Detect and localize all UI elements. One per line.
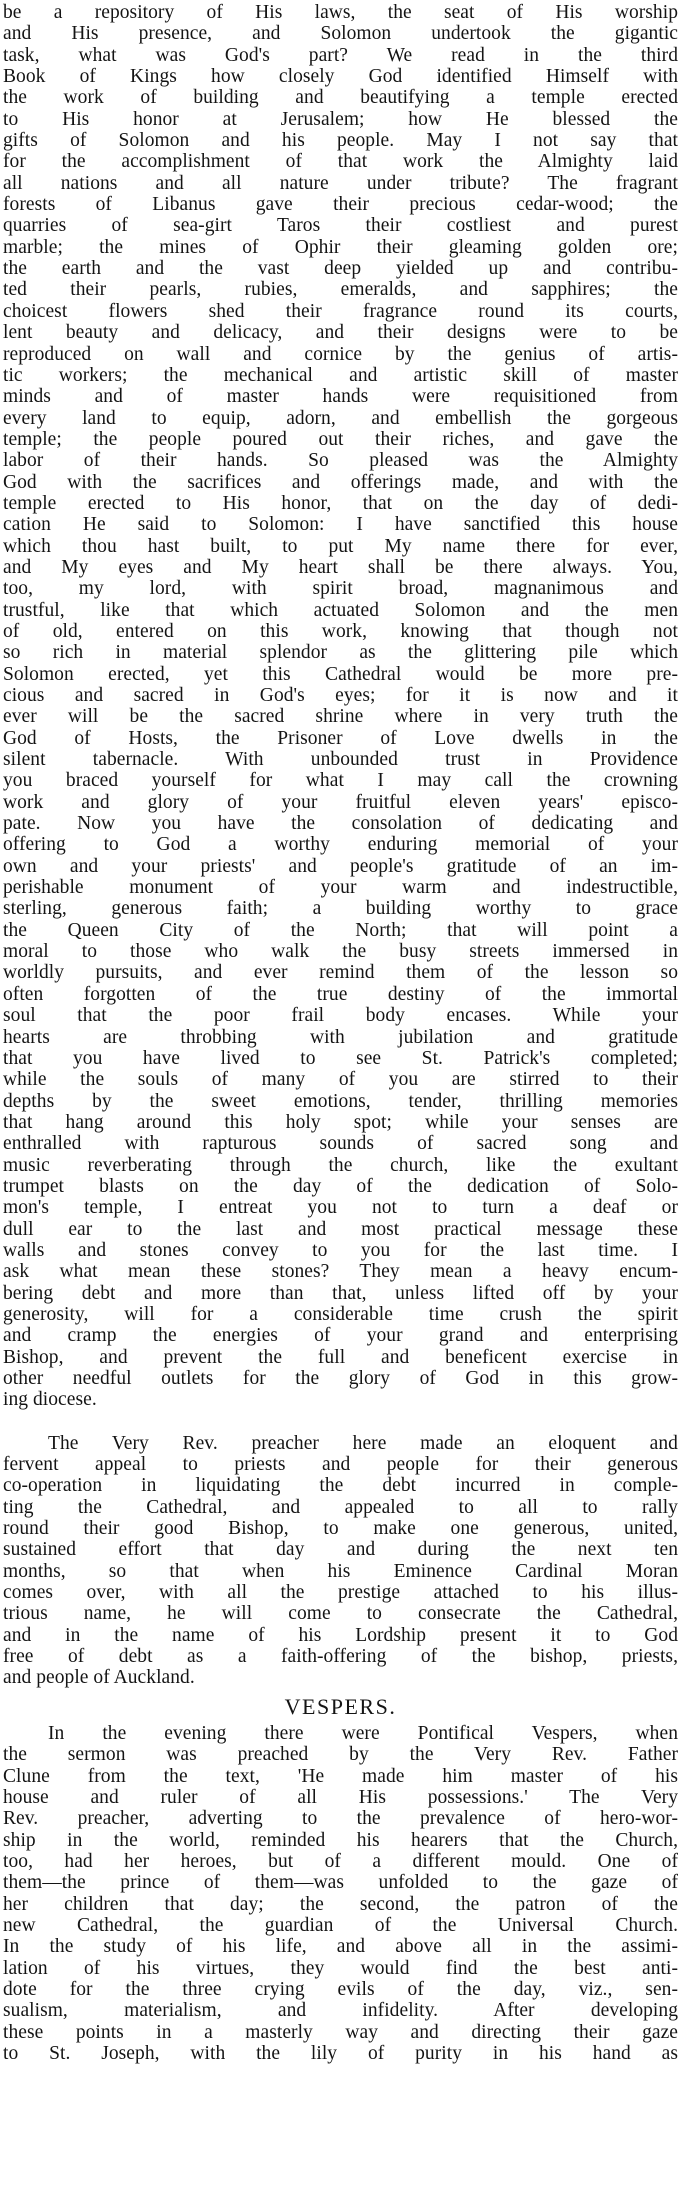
text-line: work and glory of your fruitful eleven years' episco- — [3, 791, 678, 813]
paragraph-gap — [3, 1411, 678, 1433]
text-line: tic workers; the mechanical and artistic skill of master — [3, 364, 678, 386]
paragraph-sermon-body — [3, 2, 678, 1411]
text-line: quarries of sea-girt Taros their costliest and purest — [3, 215, 678, 237]
text-line: depths by the sweet emotions, tender, thrilling memories — [3, 1090, 678, 1112]
text-line: new Cathedral, the guardian of the Universal Church. — [3, 1914, 678, 1936]
text-line: be a repository of His laws, the seat of His worship — [3, 2, 678, 23]
text-line: gifts of Solomon and his people. May I not say that — [3, 130, 678, 152]
text-line: sualism, materialism, and infidelity. After developing — [3, 2000, 678, 2022]
text-line: you braced yourself for what I may call the crowning — [3, 770, 678, 792]
text-line: cation He said to Solomon: I have sanctified this house — [3, 514, 678, 536]
text-line: dote for the three crying evils of the day, viz., sen- — [3, 1978, 678, 2000]
text-line: In the study of his life, and above all in the assimi- — [3, 1936, 678, 1958]
text-line: and people of Auckland. — [3, 1667, 195, 1689]
text-line: God of Hosts, the Prisoner of Love dwells in the — [3, 727, 678, 749]
text-line: enthralled with rapturous sounds of sacred song and — [3, 1133, 678, 1155]
text-line: In the evening there were Pontifical Vespers, when — [48, 1722, 678, 1744]
text-line: other needful outlets for the glory of God in this grow- — [3, 1368, 678, 1389]
text-line: co-operation in liquidating the debt incurred in comple- — [3, 1475, 678, 1497]
text-line: ever will be the sacred shrine where in very truth the — [3, 706, 678, 728]
text-line: Book of Kings how closely God identified Himself with — [3, 66, 678, 88]
text-line: ing diocese. — [3, 1389, 97, 1411]
text-line: of old, entered on this work, knowing that though not — [3, 620, 678, 642]
text-line: the work of building and beautifying a temple erected — [3, 87, 678, 109]
text-line: to His honor at Jerusalem; how He blessed the — [3, 108, 678, 130]
text-line: for the accomplishment of that work the Almighty laid — [3, 151, 678, 173]
text-line: temple erected to His honor, that on the day of dedi- — [3, 492, 678, 514]
text-line: sustained effort that day and during the next ten — [3, 1539, 678, 1561]
text-line: all nations and all nature under tribute? The fragrant — [3, 172, 678, 194]
text-line: pate. Now you have the consolation of dedicating and — [3, 813, 678, 835]
text-line: that you have lived to see St. Patrick's completed; — [3, 1047, 678, 1069]
text-line: walls and stones convey to you for the last time. I — [3, 1239, 678, 1261]
section-heading-vespers: VESPERS. — [284, 1693, 397, 1719]
text-line: that hang around this holy spot; while your senses are — [3, 1111, 678, 1133]
text-line: trumpet blasts on the day of the dedication of Solo- — [3, 1175, 678, 1197]
text-line: the sermon was preached by the Very Rev. Father — [3, 1744, 678, 1766]
text-line: and My eyes and My heart shall be there always. You, — [3, 556, 678, 578]
text-line: choicest flowers shed their fragrance round its courts, — [3, 300, 678, 322]
text-line: often forgotten of the true destiny of the immortal — [3, 983, 678, 1005]
text-line: forests of Libanus gave their precious cedar-wood; the — [3, 194, 678, 216]
text-line: bering debt and more than that, unless lifted off by your — [3, 1282, 678, 1304]
text-line: to St. Joseph, with the lily of purity in his hand as — [3, 2042, 678, 2064]
text-line: sterling, generous faith; a building worthy to grace — [3, 898, 678, 920]
text-line: music reverberating through the church, like the exultant — [3, 1154, 678, 1176]
text-line: house and ruler of all His possessions.' The Very — [3, 1786, 678, 1808]
text-line: these points in a masterly way and directing their gaze — [3, 2021, 678, 2043]
text-line: soul that the poor frail body encases. While your — [3, 1005, 678, 1027]
text-line: Solomon erected, yet this Cathedral would be more pre- — [3, 663, 678, 685]
text-line: and in the name of his Lordship present it to God — [3, 1624, 678, 1646]
text-line: while the souls of many of you are stirred to their — [3, 1069, 678, 1091]
text-line: ask what mean these stones? They mean a heavy encum- — [3, 1261, 678, 1283]
text-line: so rich in material splendor as the glittering pile which — [3, 642, 678, 664]
text-line: silent tabernacle. With unbounded trust in Providence — [3, 749, 678, 771]
text-line: hearts are throbbing with jubilation and gratitude — [3, 1026, 678, 1048]
text-line: Clune from the text, 'He made him master of his — [3, 1765, 678, 1787]
text-line: lent beauty and delicacy, and their designs were to be — [3, 322, 678, 344]
text-line: the Queen City of the North; that will point a — [3, 919, 678, 941]
text-line: own and your priests' and people's gratitude of an im- — [3, 855, 678, 877]
text-line: cious and sacred in God's eyes; for it is now and it — [3, 685, 678, 706]
text-line: too, had her heroes, but of a different mould. One of — [3, 1850, 678, 1872]
text-line: and cramp the energies of your grand and enterprising — [3, 1325, 678, 1347]
text-line: reproduced on wall and cornice by the genius of artis- — [3, 343, 678, 365]
text-line: trustful, like that which actuated Solomon and the men — [3, 599, 678, 621]
text-line: dull ear to the last and most practical message these — [3, 1218, 678, 1240]
text-line: marble; the mines of Ophir their gleaming golden ore; — [3, 236, 678, 258]
text-line: ted their pearls, rubies, emeralds, and sapphires; the — [3, 279, 678, 301]
text-line: which thou hast built, to put My name there for ever, — [3, 535, 678, 557]
text-line: mon's temple, I entreat you not to turn a deaf or — [3, 1197, 678, 1219]
text-line: moral to those who walk the busy streets immersed in — [3, 941, 678, 963]
paragraph-appeal — [3, 1433, 678, 1689]
text-line: lation of his virtues, they would find the best anti- — [3, 1957, 678, 1979]
text-line: every land to equip, adorn, and embellish the gorgeous — [3, 407, 678, 429]
text-line: fervent appeal to priests and people for their generous — [3, 1454, 678, 1476]
text-line: them—the prince of them—was unfolded to the gaze of — [3, 1872, 678, 1894]
text-line: comes over, with all the prestige attached to his illus- — [3, 1582, 678, 1604]
text-line: and His presence, and Solomon undertook the gigantic — [3, 23, 678, 45]
text-line: perishable monument of your warm and indestructible, — [3, 877, 678, 899]
text-line: offering to God a worthy enduring memorial of your — [3, 834, 678, 856]
text-line: minds and of master hands were requisitioned from — [3, 386, 678, 408]
text-line: ting the Cathedral, and appealed to all to rally — [3, 1496, 678, 1518]
text-line: task, what was God's part? We read in the third — [3, 44, 678, 66]
text-line: too, my lord, with spirit broad, magnanimous and — [3, 578, 678, 600]
text-line: temple; the people poured out their riches, and gave the — [3, 428, 678, 450]
text-line: free of debt as a faith-offering of the bishop, priests, — [3, 1646, 678, 1668]
text-line: worldly pursuits, and ever remind them of the lesson so — [3, 962, 678, 984]
text-line: months, so that when his Eminence Cardinal Moran — [3, 1560, 678, 1582]
text-line: trious name, he will come to consecrate the Cathedral, — [3, 1603, 678, 1625]
text-line: Rev. preacher, adverting to the prevalence of hero-wor- — [3, 1808, 678, 1830]
text-line: generosity, will for a considerable time crush the spirit — [3, 1303, 678, 1325]
text-line: the earth and the vast deep yielded up and contribu- — [3, 258, 678, 280]
text-line: God with the sacrifices and offerings made, and with the — [3, 471, 678, 493]
text-line: round their good Bishop, to make one generous, united, — [3, 1518, 678, 1540]
paragraph-vespers — [3, 1723, 678, 2065]
text-line: Bishop, and prevent the full and beneficent exercise in — [3, 1346, 678, 1368]
text-line: her children that day; the second, the patron of the — [3, 1893, 678, 1915]
text-line: ship in the world, reminded his hearers that the Church, — [3, 1829, 678, 1851]
text-line: The Very Rev. preacher here made an eloquent and — [48, 1432, 678, 1454]
text-line: labor of their hands. So pleased was the Almighty — [3, 450, 678, 472]
